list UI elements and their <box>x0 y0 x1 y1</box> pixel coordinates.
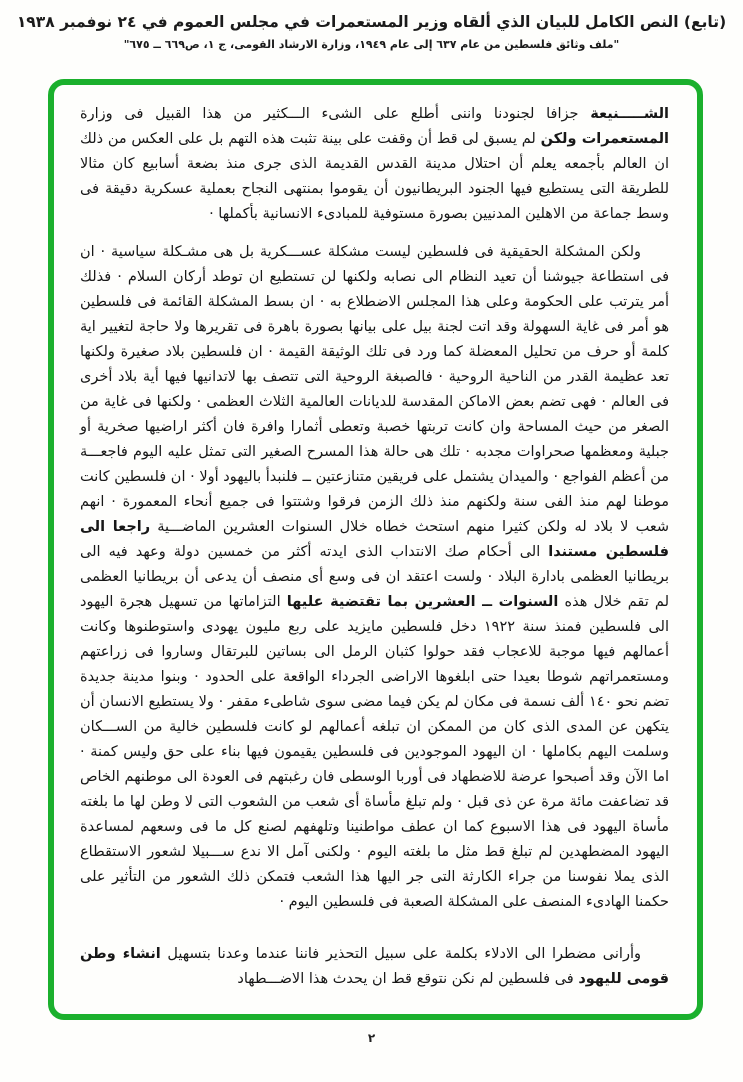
source-citation: "ملف وثائق فلسطين من عام ٦٣٧ إلى عام ١٩٤٩، وزارة الارشاد القومى، ج ١، ص٦٦٩ ــ ٦٧٥" <box>123 38 620 51</box>
text-run: فى فلسطين لم نكن نتوقع قط ان يحدث هذا الاضـــطهاد <box>237 971 579 987</box>
bold-text-run: الشـــــنيعة <box>590 106 669 122</box>
document-header <box>0 10 743 53</box>
document-body <box>80 102 669 1005</box>
text-run: لم يسبق لى قط أن وقفت على بينة تثبت هذه التهم بل على العكس من ذلك ان العالم بأجمعه يعلم أن احتلال مدينة القدس القديمة الذى جرى منذ بضعة أسابيع كان مثالا للطريقة التى يستطيع فيها الجنود البريطانيون أن يقوموا بمنتهى النجاح بعملية عسكرية دقيقة فى وسط جماعة من الاهلين المدنيين بصورة مستوفية للمبادىء الانسانية بأكملها · <box>80 131 669 222</box>
bold-text-run: المستعمرات ولكن <box>540 131 669 147</box>
bold-text-run: السنوات ــ العشرين بما تقتضية عليها <box>286 594 559 610</box>
bold-text-run: راجعا الى فلسطين مستندا <box>80 519 669 560</box>
highlight-frame <box>48 79 703 1020</box>
text-run: الى أحكام صك الانتداب الذى ايدته أكثر من خمسين دولة وعهد فيه الى بريطانيا العظمى بادارة البلاد · ولست اعتقد ان فى وسع أى منصف أن يدعى أن بريطانيا العظمى لم تقم خلال هذه <box>80 544 670 610</box>
text-run: التزاماتها من تسهيل هجرة اليهود الى فلسطين فمنذ سنة ١٩٢٢ دخل فلسطين مايزيد على ربع مليون يهودى واستوطنوها وكانت أعمالهم فيها موجبة للاعجاب فقد حولوا كثبان الرمل الى بساتين للبرتقال وساروا فى زراعتهم ومستعمراتهم شوطا بعيدا حتى ابلغوها الاراضى الجرداء الواقعة على الحدود · وبنوا مدينة جديدة تضم نحو ١٤٠ ألف نسمة فى مكان لم يكن فيما مضى سوى شاطىء مقفر · ولا يستطيع الانسان أن يتكهن عن المدى الذى كان من الممكن ان تبلغه أعمالهم لو كانت فلسطين خالية من الســـكان وسلمت اليهم بكاملها · ان اليهود الموجودين فى فلسطين يقيمون فيها بناء على حق وليس كمنة · اما الآن وقد أصبحوا عرضة للاضطهاد فى أوربا الوسطى فان رغبتهم فى العودة الى موطنهم الخاص قد تضاعفت مائة مرة عن ذى قبل · ولم تبلغ مأساة أى شعب من الشعوب التى لا وطن لها ما بلغته مأساة اليهود فى هذا الاسبوع كما ان عطف مواطنينا وتلهفهم لصنع كل ما فى وسعهم لمساعدة اليهود المضطهدين لم تبلغ قط مثل ما بلغته اليوم · ولكنى آمل الا ندع ســـبيلا لشعور الاستقطاع الذى يملا نفوسنا من جراء الكارثة التى جر اليها هذا الشعب فتمكن ذلك الشعور من التأثير على حكمنا الهادىء المنصف على المشكلة الصعبة فى فلسطين اليوم · <box>80 594 669 910</box>
text-run: جزافا لجنودنا واننى أطلع على الشىء الـــكثير من هذا القبيل فى وزارة <box>80 106 591 122</box>
paragraph <box>80 102 669 227</box>
paragraph <box>80 942 669 992</box>
document-title: (تابع) النص الكامل للبيان الذي ألقاه وزير المستعمرات في مجلس العموم في ٢٤ نوفمبر ١٩٣٨ <box>16 13 727 31</box>
text-run: وأرانى مضطرا الى الادلاء بكلمة على سبيل التحذير فاننا عندما وعدنا بتسهيل <box>160 946 641 962</box>
page-number: ٢ <box>367 1031 376 1045</box>
text-run: ولكن المشكلة الحقيقية فى فلسطين ليست مشكلة عســـكرية بل هى مشـكلة سياسية · ان فى استطاعة جيوشنا أن تعيد النظام الى نصابه ولكنها لن تستطيع ان توطد أركان السلام · فذلك أمر يترتب على الحكومة وعلى هذا المجلس الاضطلاع به · ان بسط المشكلة القائمة فى فلسطين هو أمر فى غاية السهولة وقد اتت لجنة بيل على بيانها بصورة باهرة فى تقريرها ولا حاجة لتغيير اية كلمة أو حرف من تحليل المعضلة كما ورد فى تلك الوثيقة القيمة · ان فلسطين بلاد صغيرة ولكنها تعد عظيمة القدر من الناحية الروحية · فالصبغة الروحية التى تتصف بها لاتدانيها فيها أية بلاد أخرى فى العالم · فهى تضم بعض الاماكن المقدسة للديانات العالمية الثلاث العظمى · ولكنها فى غاية من الصغر من حيث المساحة وان كانت تربتها خصبة وتعطى أثمارا وافرة فان أكثر اراضيها صخرية أو جبلية ومعظمها صحراوات مجدبه · تلك هى حالة هذا المسرح الصغير التى تمثل عليه اليوم فاجعـــة من أعظم الفواجع · والميدان يشتمل على فريقين متنازعتين ــ فلنبدأ باليهود أولا · ان فلسطين كانت موطنا لهم منذ الفى سنة ولكنهم منذ ذلك الزمن فرقوا وشتتوا فى جميع أنحاء المعمورة · انهم شعب لا بلاد له ولكن كثيرا منهم استحث خطاه خلال السنوات العشرين الماضـــية <box>80 244 670 535</box>
paragraph <box>80 240 669 915</box>
bold-text-run: انشاء وطن قومى لليهود <box>80 946 669 987</box>
